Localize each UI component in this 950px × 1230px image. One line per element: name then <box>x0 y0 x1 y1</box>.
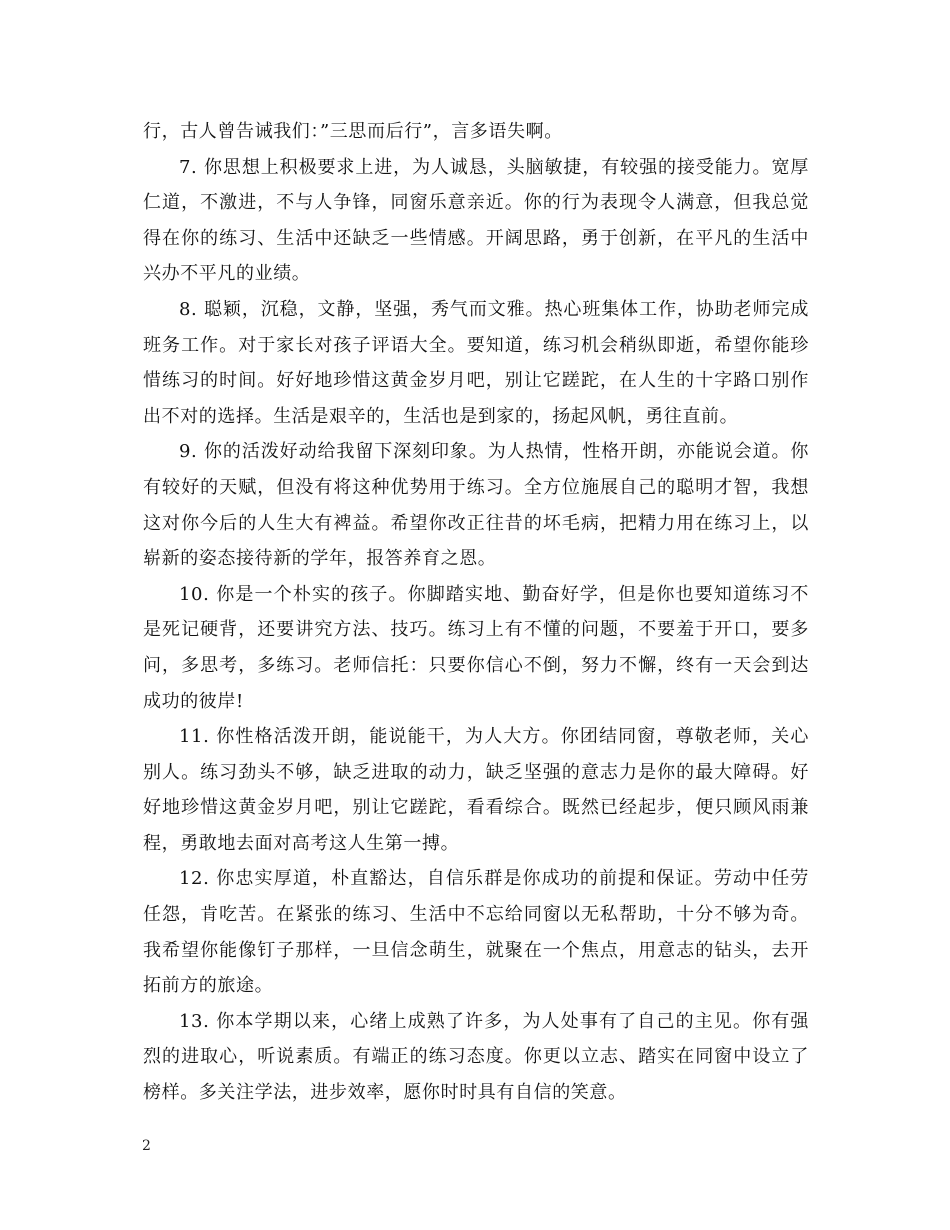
paragraph-item-13: 13. 你本学期以来，心绪上成熟了许多，为人处事有了自己的主见。你有强烈的进取心，听说素质。有端正的练习态度。你更以立志、踏实在同窗中设立了榜样。多关注学法，进步效率，愿你时时具有自信的笑意。 <box>143 1010 809 1104</box>
paragraph-item-7: 7. 你思想上积极要求上进，为人诚恳，头脑敏捷，有较强的接受能力。宽厚仁道，不激进，不与人争锋，同窗乐意亲近。你的行为表现令人满意，但我总觉得在你的练习、生活中还缺乏一些情感。开阔思路，勇于创新，在平凡的生活中兴办不平凡的业绩。 <box>143 156 809 285</box>
paragraph-item-9: 9. 你的活泼好动给我留下深刻印象。为人热情，性格开朗，亦能说会道。你有较好的天赋，但没有将这种优势用于练习。全方位施展自己的聪明才智，我想这对你今后的人生大有裨益。希望你改正往昔的坏毛病，把精力用在练习上，以崭新的姿态接待新的学年，报答养育之恩。 <box>143 441 809 570</box>
paragraph-item-12: 12. 你忠实厚道，朴直豁达，自信乐群是你成功的前提和保证。劳动中任劳任怨，肯吃苦。在紧张的练习、生活中不忘给同窗以无私帮助，十分不够为奇。我希望你能像钉子那样，一旦信念萌生，就聚在一个焦点，用意志的钻头，去开拓前方的旅途。 <box>143 868 809 997</box>
document-body <box>143 114 809 1111</box>
paragraph-continuation: 行，古人曾告诫我们：”三思而后行”，言多语失啊。 <box>143 121 563 142</box>
paragraph-item-11: 11. 你性格活泼开朗，能说能干，为人大方。你团结同窗，尊敬老师，关心别人。练习劲头不够，缺乏进取的动力，缺乏坚强的意志力是你的最大障碍。好好地珍惜这黄金岁月吧，别让它蹉跎，看看综合。既然已经起步，便只顾风雨兼程，勇敢地去面对高考这人生第一搏。 <box>143 726 809 854</box>
page-number: 2 <box>142 1138 151 1154</box>
paragraph-item-8: 8. 聪颖，沉稳，文静，坚强，秀气而文雅。热心班集体工作，协助老师完成班务工作。对于家长对孩子评语大全。要知道，练习机会稍纵即逝，希望你能珍惜练习的时间。好好地珍惜这黄金岁月吧，别让它蹉跎，在人生的十字路口别作出不对的选择。生活是艰辛的，生活也是到家的，扬起风帆，勇往直前。 <box>143 298 809 427</box>
paragraph-item-10: 10. 你是一个朴实的孩子。你脚踏实地、勤奋好学，但是你也要知道练习不是死记硬背，还要讲究方法、技巧。练习上有不懂的问题，不要羞于开口，要多问，多思考，多练习。老师信托：只要你信心不倒，努力不懈，终有一天会到达成功的彼岸! <box>143 583 809 712</box>
